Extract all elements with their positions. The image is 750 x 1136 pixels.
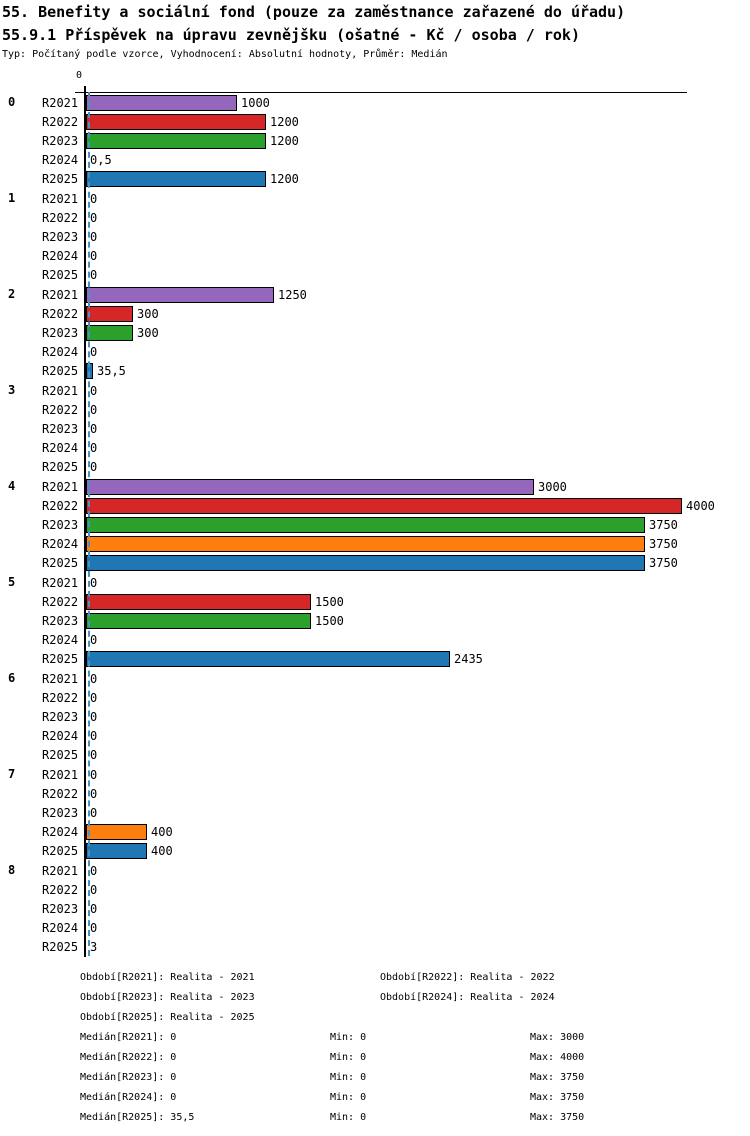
group-label: 4 [8,479,16,493]
legend-period-right: Období[R2022]: Realita - 2022 [380,972,555,983]
series-row-label: R2021 [42,672,79,686]
bar-value-label: 0 [90,806,98,820]
series-row-label: R2025 [42,364,79,378]
bar-value-label: 0 [90,211,98,225]
bar-value-label: 0,5 [90,153,112,167]
series-row-label: R2024 [42,441,79,455]
bar-R2024 [86,824,147,840]
bar-value-label: 0 [90,268,98,282]
bar-value-label: 1200 [270,172,299,186]
bar-value-label: 1000 [241,96,270,110]
bar-R2025 [86,843,147,859]
bar-value-label: 1250 [278,288,307,302]
bar-R2025 [86,555,645,571]
series-row-label: R2022 [42,307,79,321]
bar-value-label: 2435 [454,652,483,666]
series-row-label: R2021 [42,288,79,302]
bar-value-label: 4000 [686,499,715,513]
legend-max: Max: 4000 [530,1052,585,1063]
bar-value-label: 0 [90,192,98,206]
series-row-label: R2025 [42,460,79,474]
series-row-label: R2025 [42,268,79,282]
series-row-label: R2022 [42,403,79,417]
series-row-label: R2024 [42,921,79,935]
legend-max: Max: 3750 [530,1112,585,1123]
series-row-label: R2022 [42,691,79,705]
bar-R2022 [86,114,266,130]
bar-value-label: 1500 [315,595,344,609]
series-row-label: R2022 [42,499,79,513]
series-row-label: R2024 [42,345,79,359]
group-label: 7 [8,767,16,781]
series-row-label: R2023 [42,326,79,340]
series-row-label: R2024 [42,825,79,839]
legend-period-left: Období[R2025]: Realita - 2025 [80,1012,255,1023]
bar-R2021 [86,95,237,111]
bar-group-5 [0,572,750,668]
bar-value-label: 1200 [270,134,299,148]
chart-meta-line: Typ: Počítaný podle vzorce, Vyhodnocení: Absolutní hodnoty, Průměr: Medián [2,49,448,60]
bar-value-label: 300 [137,326,159,340]
bar-value-label: 0 [90,422,98,436]
series-row-label: R2024 [42,249,79,263]
group-label: 3 [8,383,16,397]
bar-value-label: 0 [90,768,98,782]
legend-median: Medián[R2023]: 0 [80,1072,177,1083]
page-title: 55. Benefity a sociální fond (pouze za zaměstnance zařazené do úřadu) [2,3,626,21]
bar-R2023 [86,613,311,629]
bar-value-label: 0 [90,864,98,878]
group-label: 0 [8,95,16,109]
bar-value-label: 0 [90,902,98,916]
bar-value-label: 3000 [538,480,567,494]
legend-median: Medián[R2021]: 0 [80,1032,177,1043]
series-row-label: R2021 [42,96,79,110]
bar-value-label: 0 [90,249,98,263]
legend-max: Max: 3000 [530,1032,585,1043]
group-label: 5 [8,575,16,589]
bar-group-8 [0,860,750,956]
legend-period-left: Období[R2023]: Realita - 2023 [80,992,255,1003]
bar-value-label: 1500 [315,614,344,628]
legend-min: Min: 0 [330,1072,367,1083]
bar-value-label: 0 [90,345,98,359]
legend-min: Min: 0 [330,1112,367,1123]
series-row-label: R2024 [42,633,79,647]
bar-value-label: 0 [90,384,98,398]
series-row-label: R2021 [42,864,79,878]
bar-value-label: 0 [90,921,98,935]
bar-R2022 [86,306,133,322]
legend-period-right: Období[R2024]: Realita - 2024 [380,992,555,1003]
bar-R2025 [86,171,266,187]
x-axis-tick-zero: 0 [76,70,83,81]
legend-median: Medián[R2025]: 35,5 [80,1112,195,1123]
bar-value-label: 3750 [649,556,678,570]
bar-group-7 [0,764,750,860]
bar-value-label: 0 [90,787,98,801]
bar-R2023 [86,517,645,533]
bar-value-label: 0 [90,633,98,647]
bar-R2024 [86,536,645,552]
bar-group-3 [0,380,750,476]
series-row-label: R2025 [42,940,79,954]
series-row-label: R2022 [42,883,79,897]
legend-min: Min: 0 [330,1032,367,1043]
series-row-label: R2021 [42,384,79,398]
bar-group-6 [0,668,750,764]
bar-value-label: 35,5 [97,364,126,378]
series-row-label: R2025 [42,748,79,762]
bar-value-label: 3 [90,940,98,954]
bar-R2022 [86,594,311,610]
bar-value-label: 0 [90,230,98,244]
series-row-label: R2023 [42,902,79,916]
bar-value-label: 0 [90,460,98,474]
series-row-label: R2021 [42,480,79,494]
series-row-label: R2023 [42,134,79,148]
bar-chart-groups [0,92,750,956]
series-row-label: R2024 [42,729,79,743]
legend-max: Max: 3750 [530,1072,585,1083]
series-row-label: R2025 [42,556,79,570]
bar-R2023 [86,133,266,149]
series-row-label: R2023 [42,614,79,628]
bar-value-label: 0 [90,729,98,743]
bar-R2022 [86,498,682,514]
bar-value-label: 0 [90,672,98,686]
series-row-label: R2024 [42,537,79,551]
bar-value-label: 0 [90,710,98,724]
group-label: 6 [8,671,16,685]
series-row-label: R2025 [42,172,79,186]
bar-value-label: 0 [90,403,98,417]
bar-value-label: 0 [90,691,98,705]
bar-value-label: 300 [137,307,159,321]
series-row-label: R2021 [42,192,79,206]
bar-value-label: 0 [90,441,98,455]
legend-max: Max: 3750 [530,1092,585,1103]
series-row-label: R2023 [42,518,79,532]
bar-value-label: 400 [151,844,173,858]
bar-value-label: 0 [90,748,98,762]
series-row-label: R2023 [42,806,79,820]
series-row-label: R2022 [42,211,79,225]
series-row-label: R2022 [42,595,79,609]
series-row-label: R2025 [42,844,79,858]
bar-R2025 [86,651,450,667]
bar-R2023 [86,325,133,341]
series-row-label: R2024 [42,153,79,167]
series-row-label: R2023 [42,422,79,436]
group-label: 2 [8,287,16,301]
bar-group-2 [0,284,750,380]
legend-median: Medián[R2022]: 0 [80,1052,177,1063]
series-row-label: R2023 [42,230,79,244]
bar-group-4 [0,476,750,572]
legend-period-left: Období[R2021]: Realita - 2021 [80,972,255,983]
group-label: 8 [8,863,16,877]
bar-value-label: 1200 [270,115,299,129]
group-label: 1 [8,191,16,205]
bar-R2021 [86,287,274,303]
bar-value-label: 400 [151,825,173,839]
legend-median: Medián[R2024]: 0 [80,1092,177,1103]
series-row-label: R2023 [42,710,79,724]
bar-group-1 [0,188,750,284]
median-marker-line [88,92,90,956]
series-row-label: R2025 [42,652,79,666]
series-row-label: R2021 [42,576,79,590]
bar-value-label: 0 [90,576,98,590]
chart-subtitle: 55.9.1 Příspěvek na úpravu zevnějšku (ošatné - Kč / osoba / rok) [2,26,580,44]
bar-value-label: 0 [90,883,98,897]
bar-value-label: 3750 [649,518,678,532]
legend-min: Min: 0 [330,1092,367,1103]
series-row-label: R2022 [42,115,79,129]
bar-value-label: 3750 [649,537,678,551]
bar-group-0 [0,92,750,188]
bar-R2021 [86,479,534,495]
series-row-label: R2021 [42,768,79,782]
legend-min: Min: 0 [330,1052,367,1063]
series-row-label: R2022 [42,787,79,801]
